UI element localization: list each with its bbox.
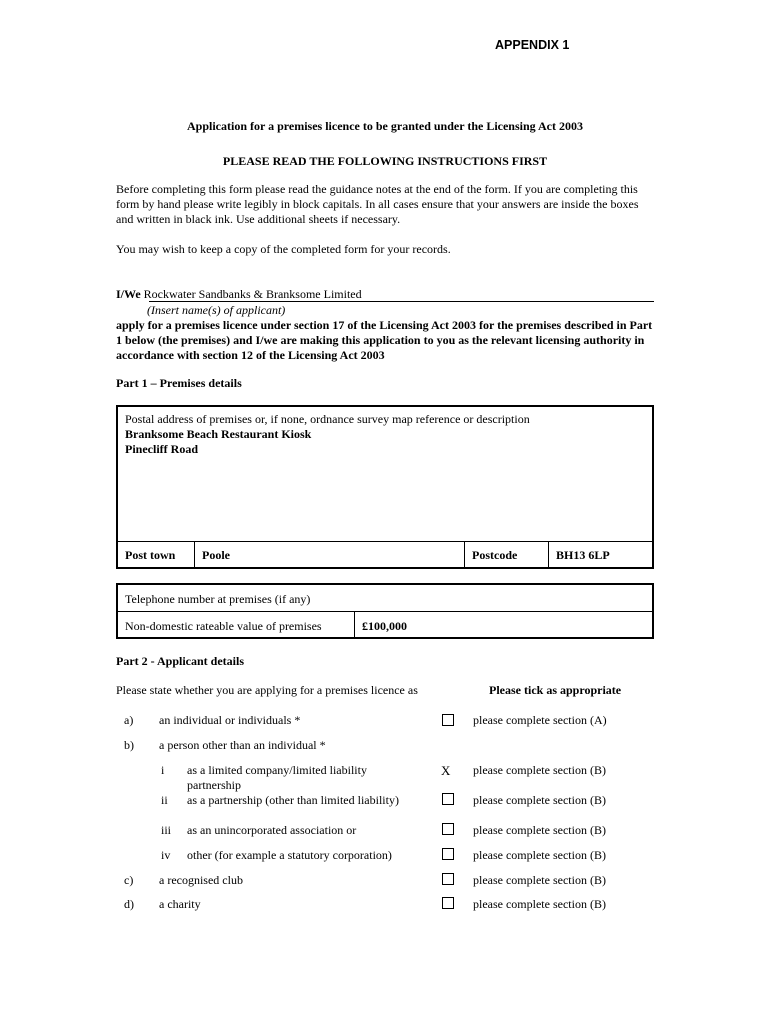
address-label: Postal address of premises or, if none, ordnance survey map reference or description [125,412,530,426]
rateable-label: Non-domestic rateable value of premises [125,619,322,633]
intro-paragraph: Before completing this form please read the guidance notes at the end of the form. If you are completing this form by hand please write legibly in block capitals. In all cases ensure that your answers are inside the boxes and written in black ink. Use additional sheets if necessary. [116,182,639,226]
option-label: a charity [159,897,201,911]
applicant-name-field[interactable]: Rockwater Sandbanks & Branksome Limited [143,287,362,301]
option-action: please complete section (B) [473,823,606,837]
option-letter: iii [161,823,172,837]
option-label: as a partnership (other than limited liability) [187,793,399,807]
option-label: a person other than an individual * [159,738,326,752]
address-row-divider [118,541,652,542]
post-town-field[interactable]: Poole [202,548,230,562]
tick-box-recognised-club[interactable] [442,873,454,885]
address-line-2[interactable]: Pinecliff Road [125,442,198,456]
option-action: please complete section (B) [473,873,606,887]
tick-heading: Please tick as appropriate [489,683,622,697]
form-title: Application for a premises licence to be granted under the Licensing Act 2003 [187,119,583,133]
option-letter: iv [161,848,171,862]
part2-heading: Part 2 - Applicant details [116,654,244,668]
tick-mark-limited-company[interactable]: X [441,763,451,778]
option-label: other (for example a statutory corporation) [187,848,392,862]
divider [194,541,195,567]
option-label: as a limited company/limited liability partnership [187,763,367,792]
divider [548,541,549,567]
post-town-label: Post town [125,548,176,562]
applicant-hint: (Insert name(s) of applicant) [147,303,286,317]
appendix-label: APPENDIX 1 [495,38,570,52]
part1-heading: Part 1 – Premises details [116,376,242,390]
tick-box-partnership[interactable] [442,793,454,805]
option-action: please complete section (B) [473,793,606,807]
rateable-value-field[interactable]: £100,000 [362,619,407,633]
option-letter: a) [124,713,134,727]
option-action: please complete section (A) [473,713,607,727]
option-letter: b) [124,738,134,752]
instructions-heading: PLEASE READ THE FOLLOWING INSTRUCTIONS FIRST [222,154,548,168]
applicant-label: I/We [116,287,141,301]
applicant-name-row [116,287,656,302]
divider [354,611,355,637]
option-label: as an unincorporated association or [187,823,357,837]
apply-statement: apply for a premises licence under section 17 of the Licensing Act 2003 for the premises described in Part 1 below (the premises) and I/we are making this application to you as the relevant licensing authority in accordance with section 12 of the Licensing Act 2003 [116,318,653,362]
option-letter: c) [124,873,134,887]
option-letter: ii [161,793,168,807]
address-line-1[interactable]: Branksome Beach Restaurant Kiosk [125,427,312,441]
postcode-field[interactable]: BH13 6LP [556,548,610,562]
tick-box-charity[interactable] [442,897,454,909]
option-action: please complete section (B) [473,897,606,911]
copy-note: You may wish to keep a copy of the completed form for your records. [116,242,451,256]
tick-box-unincorporated[interactable] [442,823,454,835]
applicant-underline [149,301,654,302]
option-label: an individual or individuals * [159,713,301,727]
telephone-rateable-box [116,583,654,639]
option-action: please complete section (B) [473,763,606,777]
option-action: please complete section (B) [473,848,606,862]
option-letter: d) [124,897,134,911]
option-letter: i [161,763,165,777]
option-label: a recognised club [159,873,243,887]
tick-box-individual[interactable] [442,714,454,726]
divider [464,541,465,567]
tick-box-other[interactable] [442,848,454,860]
postcode-label: Postcode [472,548,518,562]
row-divider [118,611,652,612]
premises-address-box [116,405,654,569]
part2-question: Please state whether you are applying for a premises licence as [116,683,418,697]
telephone-label: Telephone number at premises (if any) [125,592,311,606]
